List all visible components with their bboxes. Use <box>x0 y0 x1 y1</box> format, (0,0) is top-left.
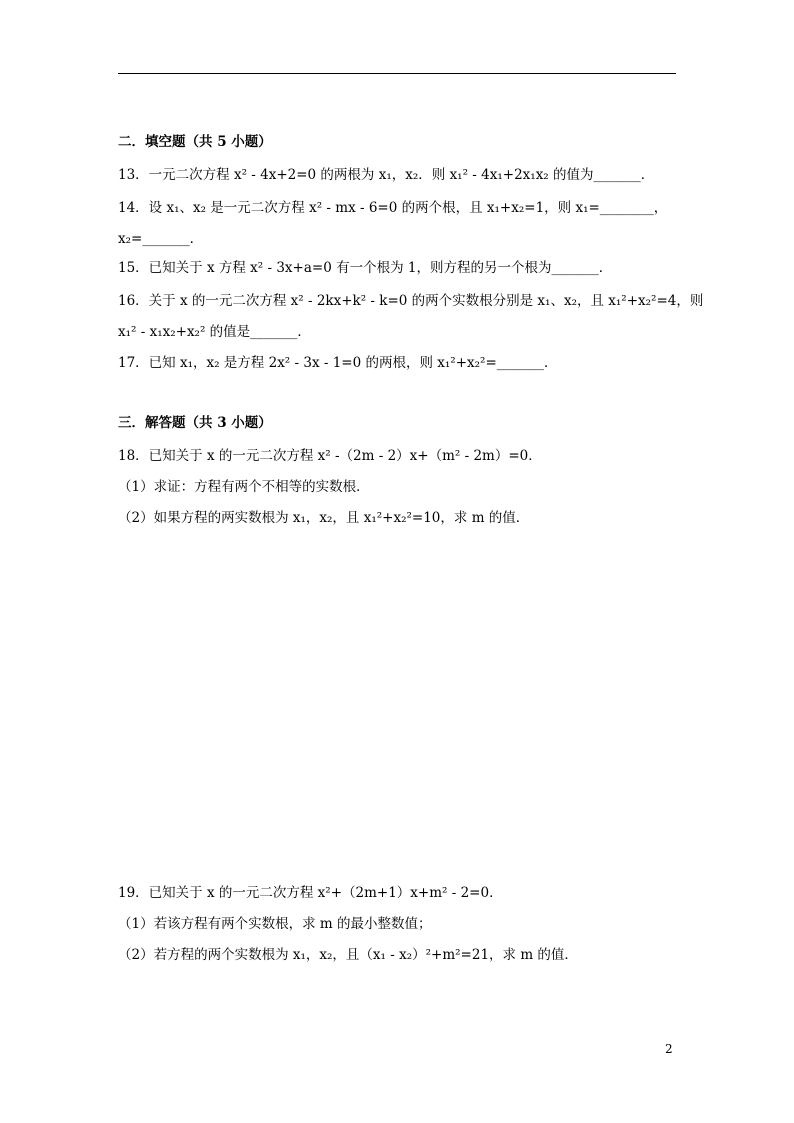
question-18-part2: （2）如果方程的两实数根为 x₁，x₂，且 x₁²+x₂²=10，求 m 的值． <box>118 510 530 526</box>
page-number: 2 <box>665 1042 673 1056</box>
section-heading-answer: 三．解答题（共 3 小题） <box>118 415 272 431</box>
question-14-line2: x₂=_______． <box>118 231 204 247</box>
question-19-part2: （2）若方程的两个实数根为 x₁，x₂，且（x₁ - x₂）²+m²=21，求 m 的值． <box>118 947 578 963</box>
question-18: 18．已知关于 x 的一元二次方程 x² -（2m - 2）x+（m² - 2m）=0． <box>118 448 542 464</box>
question-19-part1: （1）若该方程有两个实数根，求 m 的最小整数值； <box>118 916 432 932</box>
question-18-part1: （1）求证：方程有两个不相等的实数根． <box>118 479 370 495</box>
question-14-line1: 14．设 x₁、x₂ 是一元二次方程 x² - mx - 6=0 的两个根，且 x₁+x₂=1，则 x₁=________， <box>118 200 668 216</box>
question-13: 13．一元二次方程 x² - 4x+2=0 的两根为 x₁，x₂．则 x₁² - 4x₁+2x₁x₂ 的值为_______． <box>118 167 655 183</box>
question-19: 19．已知关于 x 的一元二次方程 x²+（2m+1）x+m² - 2=0． <box>118 885 503 901</box>
question-16-line1: 16．关于 x 的一元二次方程 x² - 2kx+k² - k=0 的两个实数根分别是 x₁、x₂，且 x₁²+x₂²=4，则 <box>118 293 704 309</box>
section-heading-fill-in: 二．填空题（共 5 小题） <box>118 134 272 150</box>
question-17: 17．已知 x₁，x₂ 是方程 2x² - 3x - 1=0 的两根，则 x₁²+x₂²=_______． <box>118 355 558 371</box>
header-rule <box>118 73 676 74</box>
question-16-line2: x₁² - x₁x₂+x₂² 的值是_______． <box>118 324 311 340</box>
question-15: 15．已知关于 x 方程 x² - 3x+a=0 有一个根为 1，则方程的另一个根为_______． <box>118 260 613 276</box>
